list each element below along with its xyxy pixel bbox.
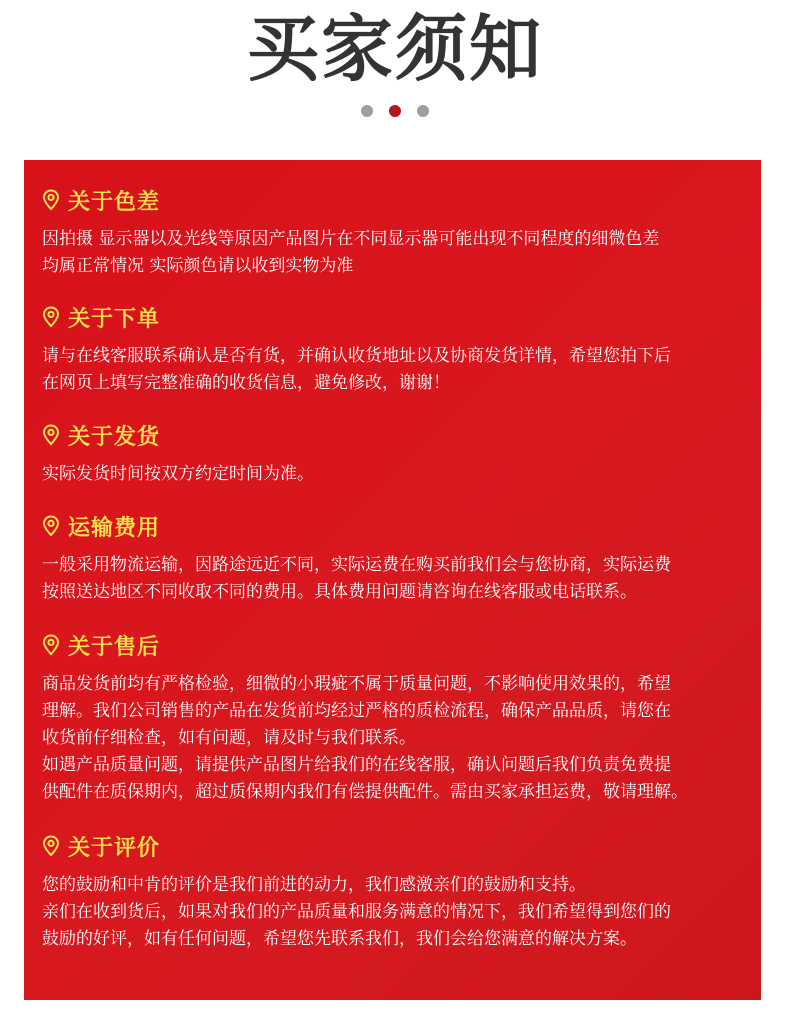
location-pin-icon [42,835,60,857]
carousel-dots [0,105,790,117]
body-line: 亲们在收到货后，如果对我们的产品质量和服务满意的情况下，我们希望得到您们的 [42,902,671,922]
section-color-difference [42,184,752,280]
section-heading [42,301,752,333]
section-after-sales [42,629,752,806]
section-body [42,343,752,397]
notice-panel [24,160,761,1000]
body-line: 在网页上填写完整准确的收货信息，避免修改，谢谢！ [42,373,450,393]
section-reviews [42,830,752,953]
body-line: 按照送达地区不同收取不同的费用。具体费用问题请咨询在线客服或电话联系。 [42,582,637,602]
section-body [42,552,752,606]
carousel-dot[interactable] [361,105,373,117]
section-shipping [42,419,752,488]
section-title: 关于评价 [68,835,161,861]
section-heading [42,510,752,542]
body-line: 实际发货时间按双方约定时间为准。 [42,464,314,484]
body-line: 请与在线客服联系确认是否有货，并确认收货地址以及协商发货详情，希望您拍下后 [42,346,671,366]
section-body [42,872,752,953]
carousel-dot[interactable] [417,105,429,117]
location-pin-icon [42,634,60,656]
section-body [42,226,752,280]
body-line: 均属正常情况 实际颜色请以收到实物为准 [42,256,354,276]
section-title: 关于下单 [68,306,161,332]
body-line: 供配件在质保期内，超过质保期内我们有偿提供配件。需由买家承担运费，敬请理解。 [42,782,688,802]
body-line: 理解。我们公司销售的产品在发货前均经过严格的质检流程，确保产品品质，请您在 [42,701,671,721]
section-title: 关于发货 [68,424,161,450]
carousel-dot-active[interactable] [389,105,401,117]
section-freight-cost [42,510,752,606]
body-line: 商品发货前均有严格检验，细微的小瑕疵不属于质量问题，不影响使用效果的，希望 [42,674,671,694]
section-title: 关于售后 [68,634,161,660]
location-pin-icon [42,424,60,446]
section-ordering [42,301,752,397]
section-body [42,461,752,488]
page-title: 买家须知 [246,7,543,91]
body-line: 鼓励的好评，如有任何问题，希望您先联系我们，我们会给您满意的解决方案。 [42,929,637,949]
body-line: 收货前仔细检查，如有问题，请及时与我们联系。 [42,728,416,748]
body-line: 您的鼓励和中肯的评价是我们前进的动力，我们感激亲们的鼓励和支持。 [42,875,586,895]
section-heading [42,629,752,661]
section-heading [42,830,752,862]
location-pin-icon [42,306,60,328]
section-title: 关于色差 [68,189,161,215]
body-line: 因拍摄 显示器以及光线等原因产品图片在不同显示器可能出现不同程度的细微色差 [42,229,660,249]
section-body [42,671,752,806]
body-line: 一般采用物流运输，因路途远近不同，实际运费在购买前我们会与您协商，实际运费 [42,555,671,575]
location-pin-icon [42,515,60,537]
section-title: 运输费用 [68,515,161,541]
body-line: 如遇产品质量问题，请提供产品图片给我们的在线客服，确认问题后我们负责免费提 [42,755,671,775]
section-heading [42,184,752,216]
location-pin-icon [42,189,60,211]
section-heading [42,419,752,451]
